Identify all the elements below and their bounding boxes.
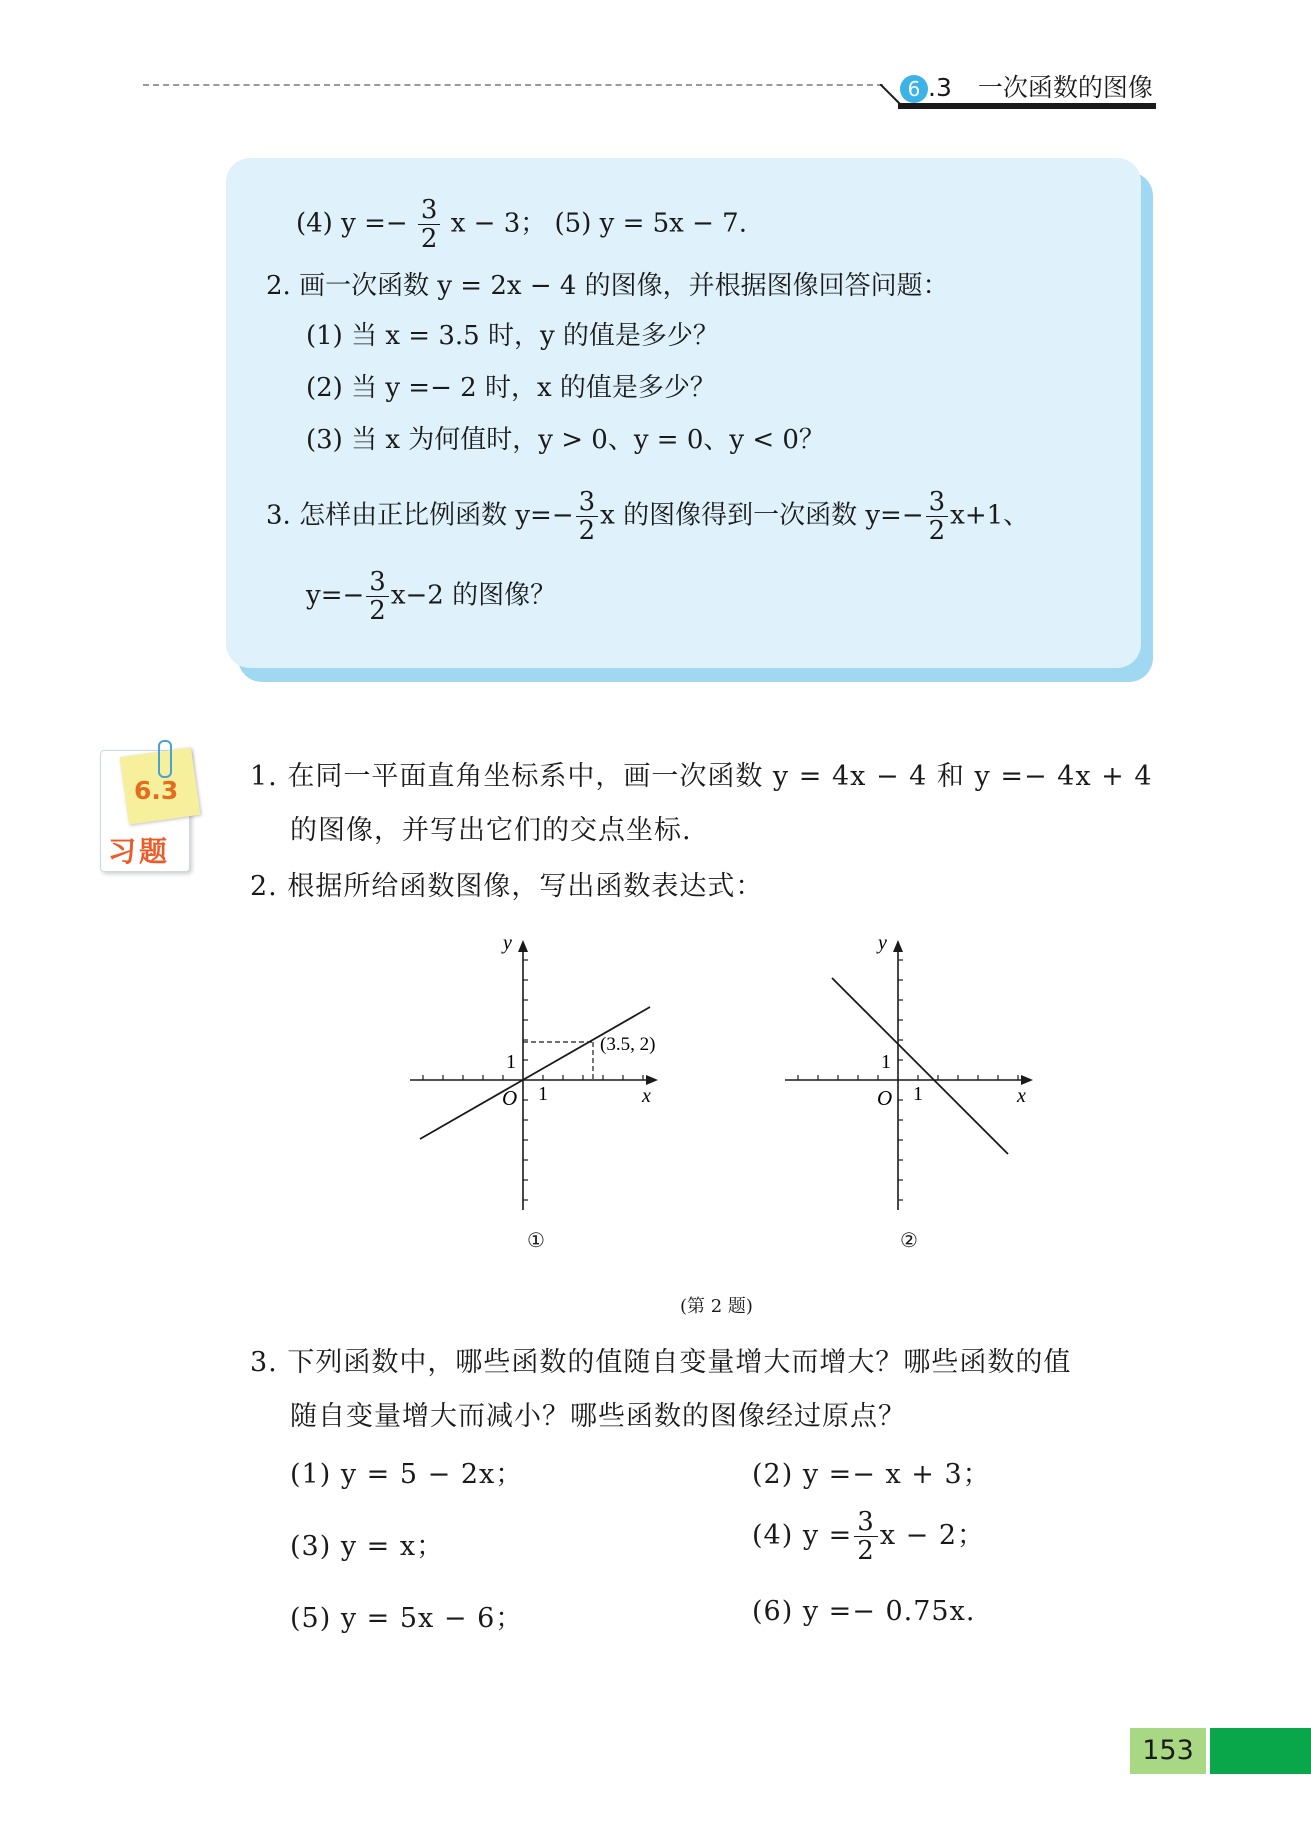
exercise-item-4-5 [296,196,747,253]
q3-number: 3. [266,500,291,531]
option-4-pre: (4) y = [752,1520,853,1551]
option-4-fraction [854,1508,878,1565]
exercise-q2-3: (3) 当 x 为何值时，y > 0、y = 0、y < 0？ [306,425,825,455]
graph-1-point-label: (3.5, 2) [600,1034,656,1055]
graph-2-caption: ② [900,1228,918,1252]
graph-1-x-arrow [646,1075,658,1085]
fraction-numerator: 3 [926,488,949,517]
exercise-q3 [266,488,1029,545]
section-suffix: .3 [928,73,952,102]
fraction-numerator: 3 [366,568,389,597]
fraction-denominator: 2 [369,596,386,626]
graph-1-y-arrow [518,940,528,952]
fraction-numerator: 3 [854,1508,878,1537]
graph-2-origin-label: O [877,1086,893,1110]
header-title [900,68,1153,104]
q3-text-b: x 的图像得到一次函数 y=− [600,500,924,531]
graph-2-y-label: y [878,932,887,954]
graph-1 [400,930,670,1220]
header-dashed-rule [143,84,883,86]
problem-2-line: 2. 根据所给函数图像，写出函数表达式： [250,871,764,902]
graph-1-line [420,1007,650,1139]
q3-fraction-1 [576,488,599,545]
q2-number: 2. [266,271,291,301]
exercise-q3-line2 [306,568,556,625]
fraction-numerator: 3 [418,196,441,225]
graph-2-tick-y-label: 1 [881,1051,891,1073]
paperclip-icon [158,740,172,778]
q3-line2-pre: y=− [306,580,365,611]
q3-text-c: x+1、 [950,500,1030,531]
fraction-denominator: 2 [420,224,438,254]
exercise-q2 [266,268,949,304]
graph-1-y-label: y [503,932,512,954]
problem-3-option-4 [752,1508,985,1565]
item-4-label: (4) [296,208,333,239]
option-4-post: x − 2； [879,1520,986,1551]
page-corner-bar [1210,1728,1311,1774]
problem-3-option-5: (5) y = 5x − 6； [290,1603,524,1634]
graph-1-caption: ① [527,1228,545,1252]
item-4-pre: y =− [341,208,408,239]
graph-2-x-label: x [1017,1085,1026,1107]
problem-3-option-3: (3) y = x； [290,1531,445,1562]
graph-2-x-arrow [1021,1075,1033,1085]
graph-1-tick-x-label: 1 [538,1083,548,1105]
q3-fraction-2 [926,488,949,545]
q3-line2-post: x−2 的图像？ [390,580,557,611]
problem-1-line-2: 的图像，并写出它们的交点坐标. [290,815,692,846]
badge-label: 习题 [108,835,171,868]
problem-3-option-6: (6) y =− 0.75x. [752,1596,976,1627]
item-4-fraction [418,196,441,253]
q3-text-a: 怎样由正比例函数 y=− [299,500,574,531]
section-title: 一次函数的图像 [977,73,1153,102]
graph-2-y-arrow [893,940,903,952]
fraction-denominator: 2 [578,516,596,546]
problem-1-line-1: 1. 在同一平面直角坐标系中，画一次函数 y = 4x − 4 和 y =− 4x + 4 [250,761,1153,792]
graph-1-tick-y-label: 1 [506,1051,516,1073]
exercise-q2-2: (2) 当 y =− 2 时，x 的值是多少？ [306,373,716,403]
q2-text: 画一次函数 y = 2x − 4 的图像，并根据图像回答问题： [299,271,949,301]
problem-3-option-2: (2) y =− x + 3； [752,1459,991,1490]
graph-1-x-label: x [642,1085,651,1107]
problem-3-line-1: 3. 下列函数中，哪些函数的值随自变量增大而增大？哪些函数的值 [250,1347,1072,1378]
problem-3-line-2: 随自变量增大而减小？哪些函数的图像经过原点？ [290,1401,906,1432]
section-number-badge: 6 [900,75,928,103]
fraction-denominator: 2 [928,516,946,546]
graph-2-tick-x-label: 1 [913,1083,923,1105]
page-number: 153 [1142,1735,1194,1766]
graph-2-line [832,978,1008,1154]
q3-fraction-3 [366,568,389,625]
fraction-numerator: 3 [576,488,599,517]
problem-3-option-1: (1) y = 5 − 2x； [290,1459,524,1490]
item-5-label: (5) [554,208,592,239]
item-4-post: x − 3； [450,208,547,239]
badge-section-number: 6.3 [134,776,179,805]
item-5-expr: y = 5x − 7. [599,208,747,239]
graph-1-origin-label: O [502,1086,518,1110]
figure-caption: (第 2 题) [680,1296,753,1317]
fraction-denominator: 2 [857,1536,875,1566]
exercise-q2-1: (1) 当 x = 3.5 时，y 的值是多少？ [306,321,719,351]
graph-2 [775,930,1045,1220]
